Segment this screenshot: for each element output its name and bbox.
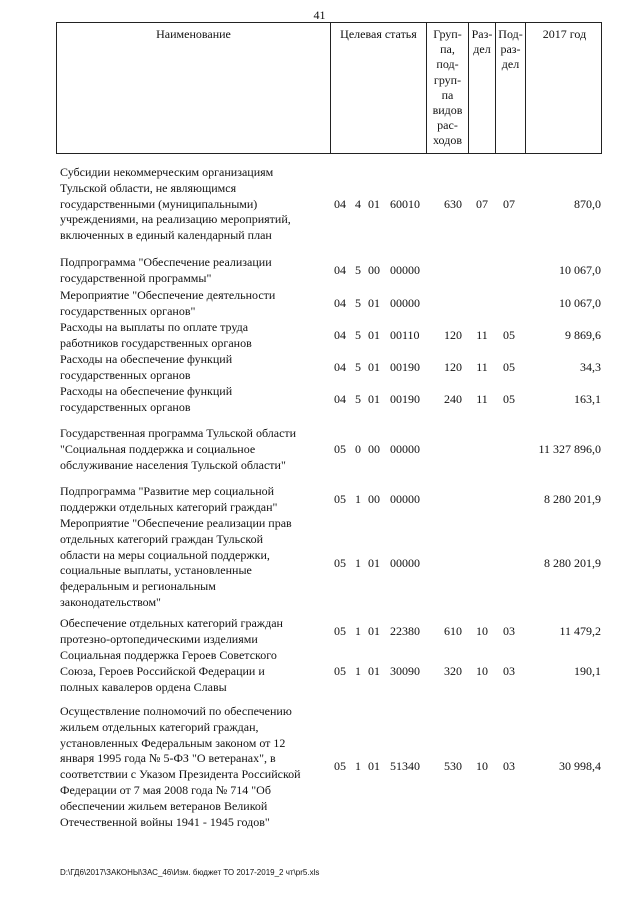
table-row — [60, 165, 605, 244]
row-name — [60, 426, 328, 473]
amount-2017: 8 280 201,9 — [544, 555, 601, 570]
header-section — [468, 23, 495, 153]
table-row — [60, 426, 605, 473]
target-code-part: 00 — [368, 441, 380, 456]
header-subsection — [495, 23, 525, 153]
row-name-line: жильем отдельных категорий граждан, — [60, 719, 259, 734]
target-code-part: 05 — [334, 491, 346, 506]
section: 11 — [476, 391, 488, 406]
target-code-part: 04 — [334, 391, 346, 406]
target-code-part: 00000 — [390, 295, 420, 310]
target-code-part: 00190 — [390, 359, 420, 374]
row-name-line: Расходы на обеспечение функций — [60, 384, 233, 398]
target-code-part: 1 — [355, 555, 361, 570]
group-header-line: под- — [436, 57, 459, 72]
table-row — [60, 255, 605, 287]
row-name-line: федеральным и региональным — [60, 579, 216, 594]
subsection: 03 — [503, 663, 515, 678]
row-name — [60, 516, 328, 611]
row-name-line: отдельных категорий граждан Тульской — [60, 531, 264, 546]
row-name-line: законодательством" — [60, 594, 161, 609]
target-code-part: 04 — [334, 359, 346, 374]
target-code-part: 05 — [334, 555, 346, 570]
target-code-part: 5 — [355, 359, 361, 374]
row-name-line: области на меры социальной поддержки, — [60, 547, 270, 562]
amount-2017: 9 869,6 — [565, 327, 601, 342]
expense-group: 610 — [444, 623, 462, 638]
row-name-line: работников государственных органов — [60, 335, 252, 350]
target-code-part: 01 — [368, 327, 380, 342]
row-name-line: обеспечении жильем ветеранов Великой — [60, 798, 268, 813]
target-code-part: 1 — [355, 491, 361, 506]
target-code-part: 1 — [355, 759, 361, 774]
row-name-line: учреждениями, на реализацию мероприятий, — [60, 212, 291, 227]
table-row — [60, 384, 605, 416]
target-code-part: 05 — [334, 441, 346, 456]
page-number: 41 — [313, 8, 326, 22]
amount-2017: 10 067,0 — [559, 262, 601, 277]
target-code-part: 30090 — [390, 663, 420, 678]
row-name-line: протезно-ортопедическими изделиями — [60, 631, 258, 646]
row-name-line: Расходы на выплаты по оплате труда — [60, 320, 249, 334]
amount-2017: 870,0 — [574, 196, 601, 211]
row-name-line: социальные выплаты, установленные — [60, 563, 252, 578]
row-name — [60, 484, 328, 516]
table-row — [60, 320, 605, 352]
subsection: 07 — [503, 196, 515, 211]
row-name — [60, 288, 328, 320]
target-code-part: 00000 — [390, 262, 420, 277]
target-code-part: 01 — [368, 391, 380, 406]
row-name-line: Государственная программа Тульской области — [60, 426, 297, 440]
target-code-part: 5 — [355, 327, 361, 342]
target-code-part: 00000 — [390, 491, 420, 506]
row-name-line: государственных органов — [60, 367, 191, 382]
target-code-part: 01 — [368, 663, 380, 678]
amount-2017: 34,3 — [580, 359, 601, 374]
target-code-part: 01 — [368, 295, 380, 310]
target-code-part: 0 — [355, 441, 361, 456]
amount-2017: 190,1 — [574, 663, 601, 678]
target-code-part: 00110 — [390, 327, 420, 342]
file-path: D:\ГД6\2017\ЗАКОНЫ\ЗАС_46\Изм. бюджет ТО 2017-2019_2 чт\pr5.xls — [60, 868, 320, 877]
row-name-line: Федерации от 7 мая 2008 года № 714 "Об — [60, 782, 271, 797]
row-name — [60, 352, 328, 384]
section-header-line: дел — [473, 42, 491, 57]
expense-group: 630 — [444, 196, 462, 211]
section-header-line: Раз- — [471, 27, 493, 41]
target-code-part: 04 — [334, 295, 346, 310]
target-code-part: 04 — [334, 262, 346, 277]
row-name-line: включенных в единый календарный план — [60, 228, 272, 243]
row-name — [60, 384, 328, 416]
group-header-line: па — [441, 87, 454, 102]
header-group — [426, 23, 468, 153]
table-row — [60, 648, 605, 695]
section: 10 — [476, 623, 488, 638]
expense-group: 530 — [444, 759, 462, 774]
target-code-part: 4 — [355, 196, 361, 211]
target-code-part: 01 — [368, 196, 380, 211]
target-code-part: 00190 — [390, 391, 420, 406]
table-row — [60, 516, 605, 611]
table-row — [60, 616, 605, 648]
target-code-part: 01 — [368, 555, 380, 570]
table-row — [60, 484, 605, 516]
group-header-line: видов — [432, 103, 463, 118]
expense-group: 120 — [444, 327, 462, 342]
row-name-line: Отечественной войны 1941 - 1945 годов" — [60, 814, 270, 829]
row-name-line: "Социальная поддержка и социальное — [60, 441, 256, 456]
table-row — [60, 352, 605, 384]
target-code-part: 00 — [368, 491, 380, 506]
table-header — [56, 22, 602, 154]
target-code-part: 05 — [334, 663, 346, 678]
amount-2017: 11 327 896,0 — [538, 441, 601, 456]
table-row — [60, 704, 605, 830]
row-name-line: Союза, Героев Российской Федерации и — [60, 663, 265, 678]
expense-group: 320 — [444, 663, 462, 678]
target-code-part: 5 — [355, 391, 361, 406]
subsection: 05 — [503, 327, 515, 342]
target-code-part: 01 — [368, 359, 380, 374]
row-name-line: соответствии с Указом Президента Российской — [60, 767, 301, 782]
target-code-part: 01 — [368, 623, 380, 638]
amount-2017: 8 280 201,9 — [544, 491, 601, 506]
target-code-part: 04 — [334, 327, 346, 342]
group-header-line: рас- — [437, 118, 458, 133]
subsection: 03 — [503, 759, 515, 774]
header-year: 2017 год — [525, 23, 603, 153]
amount-2017: 10 067,0 — [559, 295, 601, 310]
target-code-part: 05 — [334, 759, 346, 774]
row-name-line: государственных органов" — [60, 303, 196, 318]
row-name-line: государственной программы" — [60, 270, 212, 285]
target-code-part: 04 — [334, 196, 346, 211]
table-row — [60, 288, 605, 320]
row-name-line: Социальная поддержка Героев Советского — [60, 648, 277, 662]
expense-group: 240 — [444, 391, 462, 406]
target-code-part: 22380 — [390, 623, 420, 638]
section: 10 — [476, 663, 488, 678]
row-name — [60, 704, 328, 830]
row-name-line: поддержки отдельных категорий граждан" — [60, 499, 278, 514]
group-header-line: груп- — [433, 72, 462, 87]
row-name-line: Мероприятие "Обеспечение деятельности — [60, 288, 276, 302]
target-code-part: 5 — [355, 262, 361, 277]
section: 10 — [476, 759, 488, 774]
row-name-line: государственных органов — [60, 399, 191, 414]
row-name — [60, 255, 328, 287]
target-code-part: 00 — [368, 262, 380, 277]
target-code-part: 1 — [355, 623, 361, 638]
subsection: 05 — [503, 359, 515, 374]
header-name: Наименование — [156, 27, 231, 41]
row-name-line: января 1995 года № 5-ФЗ "О ветеранах", в — [60, 751, 276, 766]
header-target: Целевая статья — [330, 23, 426, 153]
subsection-header-line: Под- — [498, 27, 523, 41]
amount-2017: 163,1 — [574, 391, 601, 406]
row-name-line: обслуживание населения Тульской области" — [60, 457, 286, 472]
subsection-header-line: дел — [501, 57, 520, 72]
row-name-line: Расходы на обеспечение функций — [60, 352, 233, 366]
group-header-line: па, — [440, 42, 455, 57]
target-code-part: 60010 — [390, 196, 420, 211]
row-name-line: Субсидии некоммерческим организациям — [60, 165, 274, 179]
target-code-part: 05 — [334, 623, 346, 638]
target-code-part: 51340 — [390, 759, 420, 774]
row-name — [60, 648, 328, 695]
subsection: 05 — [503, 391, 515, 406]
row-name-line: Подпрограмма "Обеспечение реализации — [60, 255, 272, 269]
row-name — [60, 320, 328, 352]
section: 11 — [476, 359, 488, 374]
row-name-line: Тульской области, не являющимся — [60, 180, 237, 195]
section: 11 — [476, 327, 488, 342]
row-name-line: полных кавалеров ордена Славы — [60, 679, 227, 694]
row-name-line: Осуществление полномочий по обеспечению — [60, 704, 292, 718]
row-name-line: Мероприятие "Обеспечение реализации прав — [60, 516, 292, 530]
expense-group: 120 — [444, 359, 462, 374]
row-name-line: Подпрограмма "Развитие мер социальной — [60, 484, 275, 498]
subsection: 03 — [503, 623, 515, 638]
amount-2017: 30 998,4 — [559, 759, 601, 774]
amount-2017: 11 479,2 — [559, 623, 601, 638]
group-header-line: ходов — [433, 133, 462, 148]
row-name-line: Обеспечение отдельных категорий граждан — [60, 616, 283, 630]
row-name — [60, 165, 328, 244]
target-code-part: 01 — [368, 759, 380, 774]
row-name-line: установленных Федеральным законом от 12 — [60, 735, 286, 750]
row-name — [60, 616, 328, 648]
target-code-part: 1 — [355, 663, 361, 678]
section: 07 — [476, 196, 488, 211]
target-code-part: 00000 — [390, 555, 420, 570]
target-code-part: 5 — [355, 295, 361, 310]
row-name-line: государственными (муниципальными) — [60, 196, 258, 211]
subsection-header-line: раз- — [500, 42, 521, 57]
group-header-line: Груп- — [433, 27, 462, 41]
target-code-part: 00000 — [390, 441, 420, 456]
